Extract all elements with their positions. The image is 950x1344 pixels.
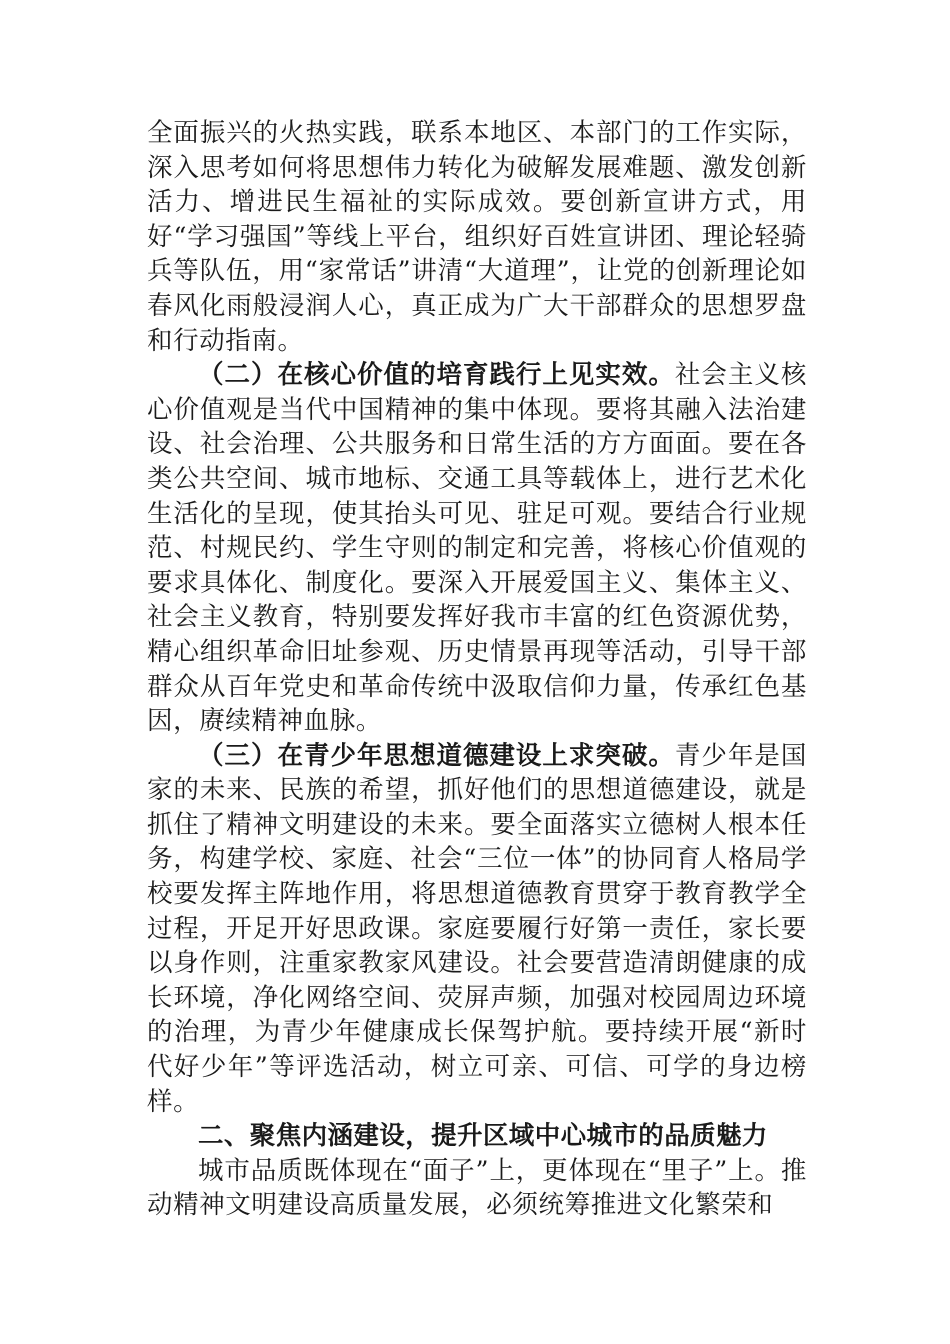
paragraph-text: 社会主义核心价值观是当代中国精神的集中体现。要将其融入法治建设、社会治理、公共服务和日常生活的方方面面。要在各类公共空间、城市地标、交通工具等载体上，进行艺术化生活化的呈现，使其抬头可见、驻足可观。要结合行业规范、村规民约、学生守则的制定和完善，将核心价值观的要求具体化、制度化。要深入开展爱国主义、集体主义、社会主义教育，特别要发挥好我市丰富的红色资源优势，精心组织革命旧址参观、历史情景再现等活动，引导干部群众从百年党史和革命传统中汲取信仰力量，传承红色基因，赓续精神血脉。 <box>147 360 807 737</box>
paragraph-core-values <box>147 358 807 739</box>
paragraph-continuation <box>147 116 807 358</box>
paragraph-text: 青少年是国家的未来、民族的希望，抓好他们的思想道德建设，就是抓住了精神文明建设的未来。要全面落实立德树人根本任务，构建学校、家庭、社会“三位一体”的协同育人格局学校要发挥主阵地作用，将思想道德教育贯穿于教育教学全过程，开足开好思政课。家庭要履行好第一责任，家长要以身作则，注重家教家风建设。社会要营造清朗健康的成长环境，净化网络空间、荧屏声频，加强对校园周边环境的治理，为青少年健康成长保驾护航。要持续开展“新时代好少年”等评选活动，树立可亲、可信、可学的身边榜样。 <box>147 740 807 1117</box>
paragraph-lead: （二）在核心价值的培育践行上见实效。 <box>198 360 675 391</box>
section-heading: 二、聚焦内涵建设，提升区域中心城市的品质魅力 <box>198 1121 768 1152</box>
document-body <box>147 116 807 1223</box>
paragraph-lead: （三）在青少年思想道德建设上求突破。 <box>198 740 675 771</box>
paragraph-closing <box>147 1154 807 1223</box>
paragraph-text: 城市品质既体现在“面子”上，更体现在“里子”上。推动精神文明建设高质量发展，必须统筹推进文化繁荣和 <box>147 1155 807 1221</box>
paragraph-text: 全面振兴的火热实践，联系本地区、本部门的工作实际，深入思考如何将思想伟力转化为破解发展难题、激发创新活力、增进民生福祉的实际成效。要创新宣讲方式，用好“学习强国”等线上平台，组织好百姓宣讲团、理论轻骑兵等队伍，用“家常话”讲清“大道理”，让党的创新理论如春风化雨般浸润人心，真正成为广大干部群众的思想罗盘和行动指南。 <box>147 118 807 356</box>
paragraph-youth-morality <box>147 739 807 1120</box>
